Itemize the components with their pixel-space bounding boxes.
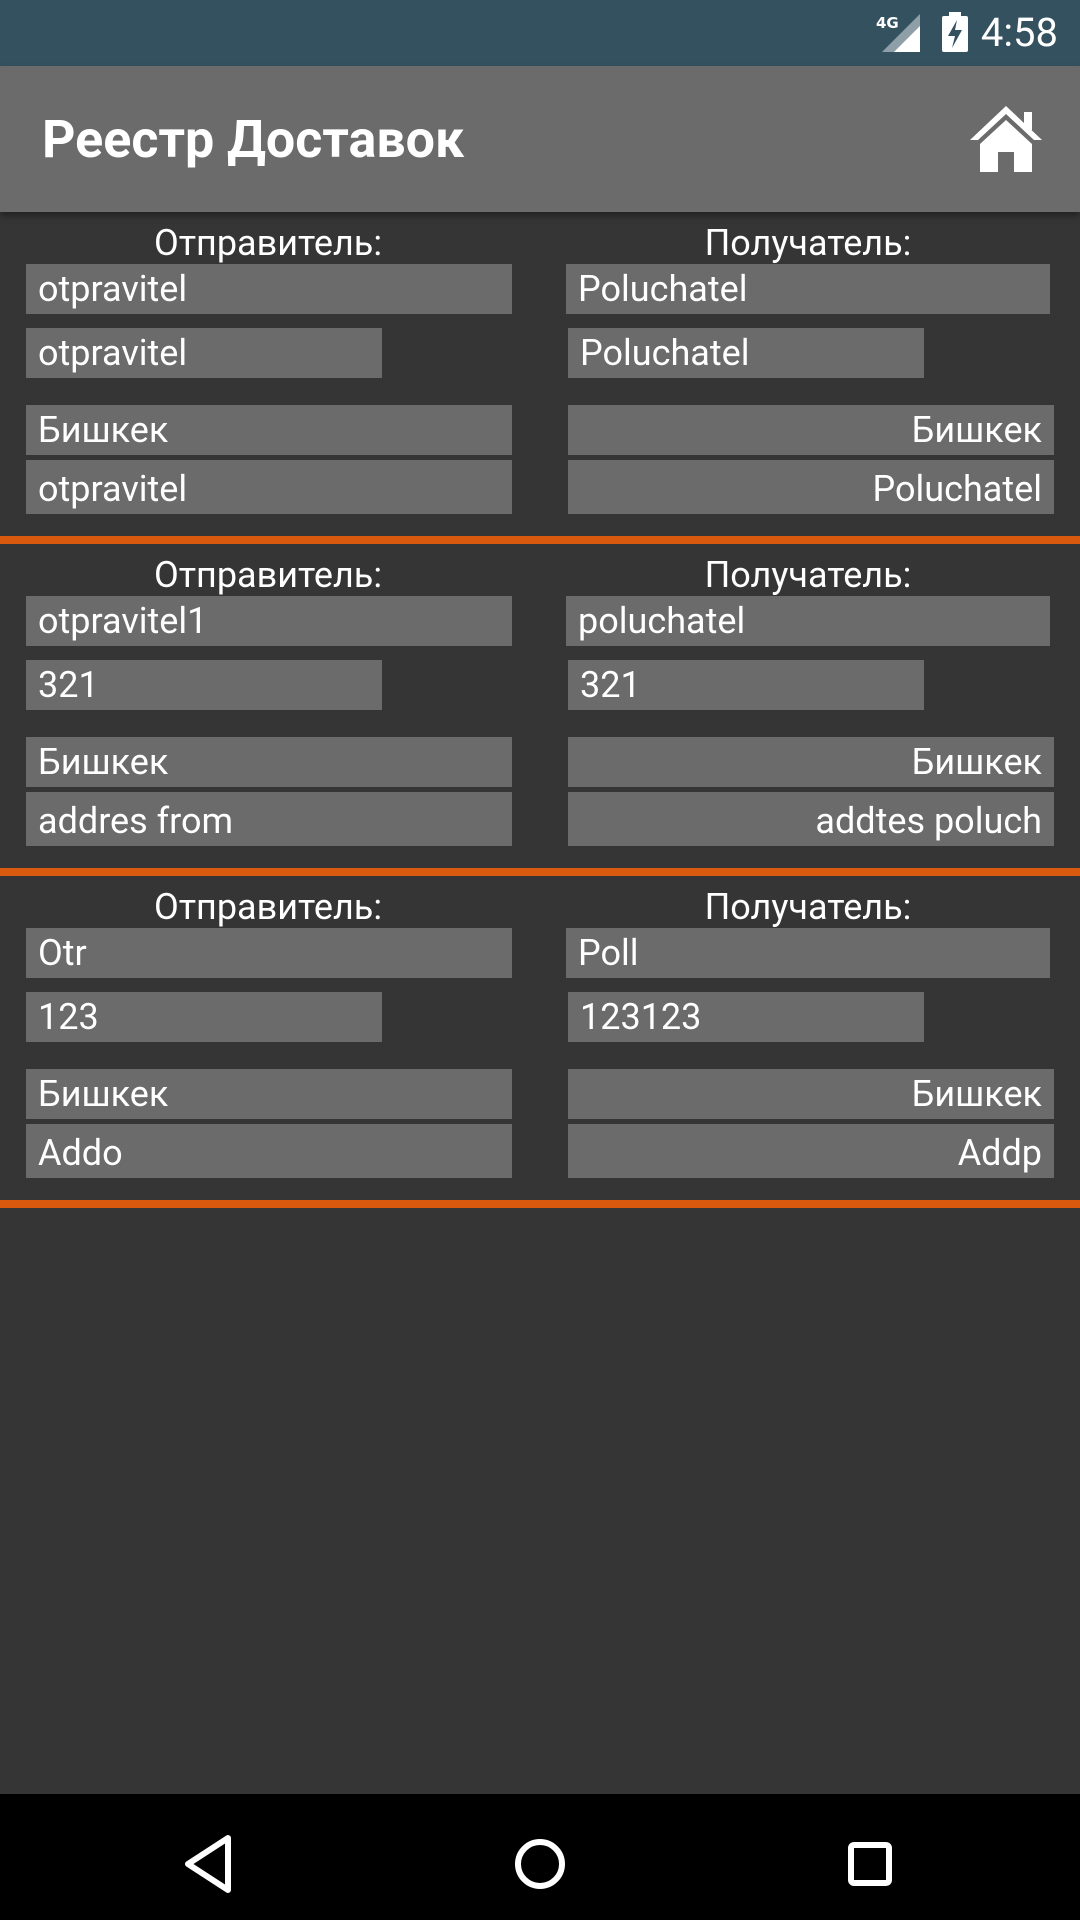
sender-label: Отправитель: [153,554,383,596]
page-title: Реестр Доставок [42,109,465,170]
delivery-item[interactable] [0,212,1080,544]
sender-phone: 321 [26,660,382,710]
delivery-item[interactable] [0,544,1080,876]
delivery-item[interactable] [0,876,1080,1208]
back-button[interactable] [170,1824,250,1904]
nav-home-button[interactable] [500,1824,580,1904]
item-divider [0,536,1080,544]
receiver-name: Poll [566,928,1050,978]
sender-name: otpravitel [26,264,512,314]
receiver-address: Addp [568,1124,1054,1178]
back-icon [170,1824,250,1904]
sender-name: Otr [26,928,512,978]
home-button[interactable] [966,102,1046,176]
sender-city: Бишкек [26,1069,512,1119]
item-divider [0,868,1080,876]
status-time: 4:58 [980,9,1058,56]
battery-charging-icon [940,12,970,52]
signal-icon [874,12,922,52]
sender-phone: otpravitel [26,328,382,378]
receiver-city: Бишкек [568,405,1054,455]
sender-city: Бишкек [26,405,512,455]
nav-home-icon [500,1824,580,1904]
receiver-phone: Poluchatel [568,328,924,378]
sender-address: otpravitel [26,460,512,514]
home-icon [966,102,1046,176]
receiver-phone: 321 [568,660,924,710]
recents-icon [830,1824,910,1904]
receiver-label: Получатель: [704,886,912,928]
status-bar [0,0,1080,66]
delivery-list [0,212,1080,1208]
network-type: 4G [876,14,899,32]
receiver-label: Получатель: [704,554,912,596]
receiver-city: Бишкек [568,737,1054,787]
sender-address: addres from [26,792,512,846]
app-bar [0,66,1080,212]
receiver-phone: 123123 [568,992,924,1042]
receiver-name: Poluchatel [566,264,1050,314]
sender-name: otpravitel1 [26,596,512,646]
receiver-address: addtes poluch [568,792,1054,846]
receiver-name: poluchatel [566,596,1050,646]
sender-city: Бишкек [26,737,512,787]
sender-label: Отправитель: [153,222,383,264]
receiver-city: Бишкек [568,1069,1054,1119]
sender-phone: 123 [26,992,382,1042]
item-divider [0,1200,1080,1208]
receiver-address: Poluchatel [568,460,1054,514]
sender-label: Отправитель: [153,886,383,928]
receiver-label: Получатель: [704,222,912,264]
recents-button[interactable] [830,1824,910,1904]
sender-address: Addo [26,1124,512,1178]
navigation-bar [0,1794,1080,1920]
